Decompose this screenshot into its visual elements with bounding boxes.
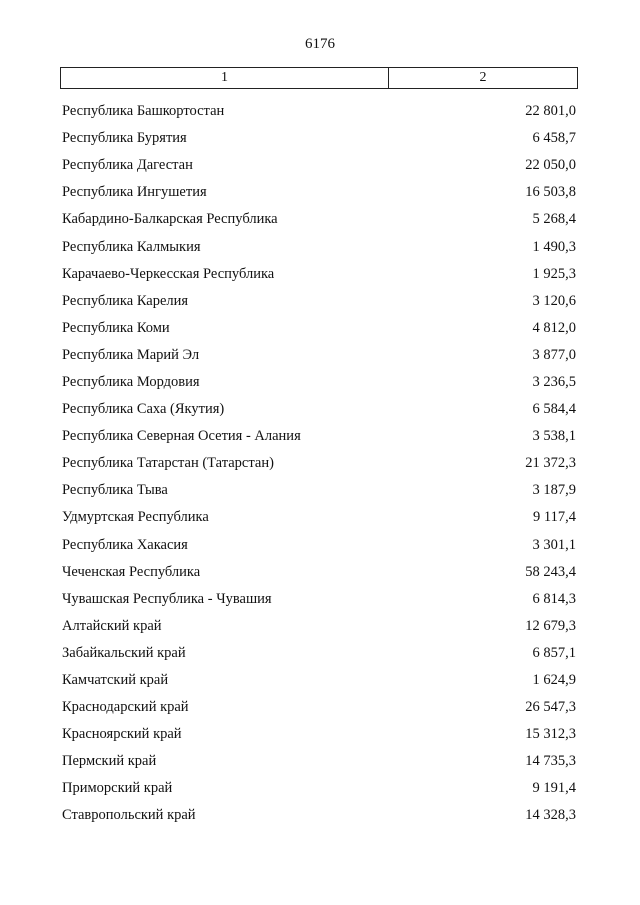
table-row xyxy=(62,504,576,531)
region-value: 3 236,5 xyxy=(532,373,576,390)
table-row xyxy=(62,206,576,233)
table-row xyxy=(62,179,576,206)
table-row xyxy=(62,152,576,179)
table-row xyxy=(62,667,576,694)
region-value: 14 328,3 xyxy=(525,807,576,824)
table-header-col-2: 2 xyxy=(479,70,487,85)
region-name: Приморский край xyxy=(62,780,173,797)
region-value: 3 187,9 xyxy=(532,482,576,499)
region-value: 15 312,3 xyxy=(525,726,576,743)
page-number: 6176 xyxy=(305,36,335,52)
table-row xyxy=(62,98,576,125)
table-row xyxy=(62,342,576,369)
region-name: Камчатский край xyxy=(62,672,169,689)
region-name: Республика Калмыкия xyxy=(62,238,201,255)
region-value: 58 243,4 xyxy=(525,563,576,580)
region-name: Республика Северная Осетия - Алания xyxy=(62,428,301,445)
region-value: 6 814,3 xyxy=(532,590,576,607)
table-row xyxy=(62,721,576,748)
region-name: Республика Дагестан xyxy=(62,157,193,174)
region-name: Краснодарский край xyxy=(62,699,189,716)
table-row xyxy=(62,477,576,504)
region-name: Чеченская Республика xyxy=(62,563,201,580)
region-value: 21 372,3 xyxy=(525,455,576,472)
region-value: 3 120,6 xyxy=(532,292,576,309)
region-name: Республика Тыва xyxy=(62,482,168,499)
table-row xyxy=(62,613,576,640)
region-name: Республика Коми xyxy=(62,319,170,336)
table-row xyxy=(62,288,576,315)
region-name: Республика Саха (Якутия) xyxy=(62,401,225,418)
table-row xyxy=(62,775,576,802)
table-row xyxy=(62,233,576,260)
region-name: Республика Хакасия xyxy=(62,536,188,553)
region-name: Республика Марий Эл xyxy=(62,346,200,363)
region-name: Ставропольский край xyxy=(62,807,196,824)
region-name: Кабардино-Балкарская Республика xyxy=(62,211,278,228)
region-name: Красноярский край xyxy=(62,726,182,743)
region-value: 5 268,4 xyxy=(532,211,576,228)
region-value: 3 301,1 xyxy=(532,536,576,553)
region-value: 1 925,3 xyxy=(532,265,576,282)
region-name: Удмуртская Республика xyxy=(62,509,209,526)
region-value: 9 191,4 xyxy=(532,780,576,797)
region-value: 1 624,9 xyxy=(532,672,576,689)
table-row xyxy=(62,802,576,829)
table-row xyxy=(62,748,576,775)
region-list xyxy=(62,98,576,830)
region-name: Республика Башкортостан xyxy=(62,103,225,120)
region-value: 14 735,3 xyxy=(525,753,576,770)
region-name: Чувашская Республика - Чувашия xyxy=(62,590,272,607)
region-name: Забайкальский край xyxy=(62,644,186,661)
region-value: 4 812,0 xyxy=(532,319,576,336)
region-value: 3 538,1 xyxy=(532,428,576,445)
region-name: Республика Татарстан (Татарстан) xyxy=(62,455,274,472)
region-value: 3 877,0 xyxy=(532,346,576,363)
region-value: 26 547,3 xyxy=(525,699,576,716)
table-header xyxy=(60,67,578,89)
region-name: Карачаево-Черкесская Республика xyxy=(62,265,275,282)
region-name: Республика Карелия xyxy=(62,292,189,309)
table-row xyxy=(62,450,576,477)
region-value: 22 050,0 xyxy=(525,157,576,174)
region-name: Алтайский край xyxy=(62,617,162,634)
table-row xyxy=(62,694,576,721)
region-value: 16 503,8 xyxy=(525,184,576,201)
table-row xyxy=(62,369,576,396)
table-row xyxy=(62,396,576,423)
table-row xyxy=(62,423,576,450)
table-row xyxy=(62,315,576,342)
region-value: 6 458,7 xyxy=(532,130,576,147)
region-name: Пермский край xyxy=(62,753,157,770)
table-row xyxy=(62,532,576,559)
region-value: 1 490,3 xyxy=(532,238,576,255)
region-value: 6 857,1 xyxy=(532,644,576,661)
table-row xyxy=(62,640,576,667)
region-name: Республика Мордовия xyxy=(62,373,200,390)
region-value: 9 117,4 xyxy=(533,509,576,526)
region-name: Республика Ингушетия xyxy=(62,184,207,201)
table-row xyxy=(62,559,576,586)
table-row xyxy=(62,261,576,288)
region-value: 22 801,0 xyxy=(525,103,576,120)
table-row xyxy=(62,586,576,613)
table-header-col-1: 1 xyxy=(61,68,389,88)
region-name: Республика Бурятия xyxy=(62,130,187,147)
region-value: 6 584,4 xyxy=(532,401,576,418)
region-value: 12 679,3 xyxy=(525,617,576,634)
table-row xyxy=(62,125,576,152)
